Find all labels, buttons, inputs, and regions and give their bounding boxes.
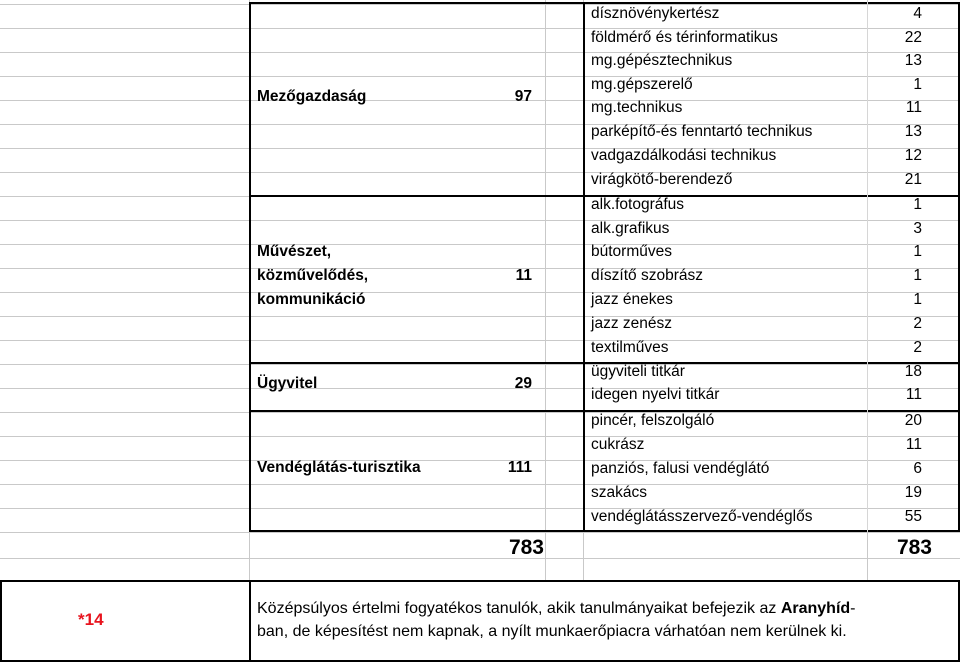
footnote-line-1 [257,597,856,620]
profession-count: 1 [913,243,922,260]
profession-count: 11 [905,99,922,116]
profession-name: dísznövénykertész [591,5,720,22]
column-divider [867,2,868,532]
profession-count: 1 [913,196,922,213]
profession-name: vadgazdálkodási technikus [591,147,777,164]
profession-count: 1 [913,291,922,308]
profession-name: alk.grafikus [591,220,670,237]
footnote-marker: *14 [78,610,104,629]
profession-count: 55 [904,508,922,525]
footnote-emphasis: Aranyhíd [780,600,851,617]
profession-count: 1 [913,267,922,284]
group-total-hospitality: 111 [507,459,532,476]
profession-count: 3 [913,220,922,237]
group-name-arts-line3: kommunikáció [257,291,366,308]
profession-count: 13 [904,52,922,69]
group-total-office: 29 [514,375,532,392]
profession-name: pincér, felszolgáló [591,412,715,429]
profession-name: idegen nyelvi titkár [591,386,720,403]
profession-name: textilműves [591,339,669,356]
footnote-line-1-text: Középsúlyos értelmi fogyatékos tanulók, akik tanulmányaikat befejezik az [257,600,781,617]
footnote-hyphen: - [850,600,856,617]
profession-name: földmérő és térinformatikus [591,29,778,46]
profession-name: szakács [591,484,647,501]
profession-name: cukrász [591,436,645,453]
profession-count: 21 [904,171,922,188]
profession-count: 20 [904,412,922,429]
profession-count: 6 [913,460,922,477]
profession-name: bútorműves [591,243,672,260]
profession-count: 11 [905,436,922,453]
profession-count: 1 [913,76,922,93]
profession-count: 13 [904,123,922,140]
profession-name: ügyviteli titkár [591,363,685,380]
profession-name: mg.technikus [591,99,683,116]
profession-name: díszítő szobrász [591,267,703,284]
profession-count: 4 [913,5,922,22]
grand-total-right: 783 [896,536,932,559]
group-name-arts-line2: közművelődés, [257,267,369,284]
footnote-divider [249,580,251,662]
group-total-agriculture: 97 [514,88,532,105]
group-total-arts: 11 [515,267,532,284]
profession-name: vendéglátásszervező-vendéglős [591,508,813,525]
profession-count: 2 [913,315,922,332]
profession-name: panziós, falusi vendéglátó [591,460,770,477]
profession-name: virágkötő-berendező [591,171,733,188]
profession-count: 18 [904,363,922,380]
profession-name: alk.fotográfus [591,196,685,213]
footnote-line-2: ban, de képesítést nem kapnak, a nyílt munkaerőpiacra várhatóan nem kerülnek ki. [257,623,847,640]
group-name-arts-line1: Művészet, [257,243,332,260]
profession-count: 11 [905,386,922,403]
grid-row-line [0,532,960,533]
profession-name: mg.gépésztechnikus [591,52,733,69]
group-name-office: Ügyvitel [257,375,318,392]
profession-count: 22 [904,29,922,46]
column-divider [583,2,585,532]
profession-name: mg.gépszerelő [591,76,693,93]
profession-name: jazz énekes [591,291,673,308]
group-name-hospitality: Vendéglátás-turisztika [257,459,421,476]
profession-count: 12 [904,147,922,164]
group-name-agriculture: Mezőgazdaság [257,88,367,105]
profession-name: parképítő-és fenntartó technikus [591,123,813,140]
profession-count: 2 [913,339,922,356]
profession-count: 19 [904,484,922,501]
profession-name: jazz zenész [591,315,672,332]
grand-total-left: 783 [508,536,544,559]
